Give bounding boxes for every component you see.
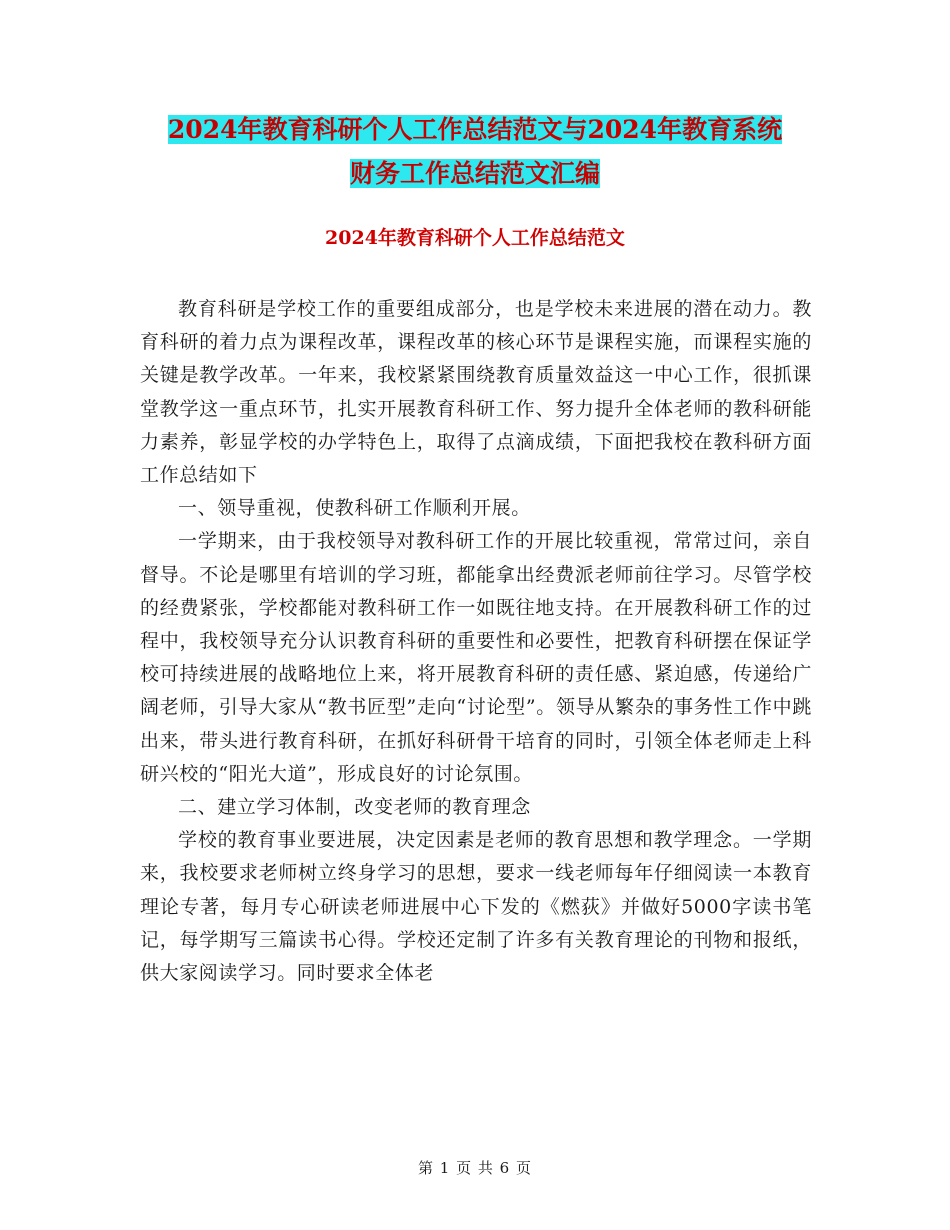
document-title-line-1: 2024年教育科研个人工作总结范文与2024年教育系统 <box>167 115 783 144</box>
document-body <box>140 293 812 990</box>
heading-study-system: 二、建立学习体制，改变老师的教育理念 <box>178 796 531 819</box>
heading-leadership: 一、领导重视，使教科研工作顺利开展。 <box>178 497 531 520</box>
paragraph-intro: 教育科研是学校工作的重要组成部分，也是学校未来进展的潜在动力。教育科研的着力点为课程改革，课程改革的核心环节是课程实施，而课程实施的关键是教学改革。一年来，我校紧紧围绕教育质量效益这一中心工作，很抓课堂教学这一重点环节，扎实开展教育科研工作、努力提升全体老师的教科研能力素养，彰显学校的办学特色上，取得了点滴成绩，下面把我校在教科研方面工作总结如下 <box>140 298 812 487</box>
document-title <box>140 108 810 196</box>
page-footer: 第 1 页 共 6 页 <box>418 1159 532 1177</box>
section-title: 2024年教育科研个人工作总结范文 <box>325 227 625 249</box>
paragraph-study-system: 学校的教育事业要进展，决定因素是老师的教育思想和教学理念。一学期来，我校要求老师树立终身学习的思想，要求一线老师每年仔细阅读一本教育理论专著，每月专心研读老师进展中心下发的《燃荻》并做好5000字读书笔记，每学期写三篇读书心得。学校还定制了许多有关教育理论的刊物和报纸，供大家阅读学习。同时要求全体老 <box>140 829 812 985</box>
paragraph-leadership: 一学期来，由于我校领导对教科研工作的开展比较重视，常常过问，亲自督导。不论是哪里有培训的学习班，都能拿出经费派老师前往学习。尽管学校的经费紧张，学校都能对教科研工作一如既往地支持。在开展教科研工作的过程中，我校领导充分认识教育科研的重要性和必要性，把教育科研摆在保证学校可持续进展的战略地位上来，将开展教育科研的责任感、紧迫感，传递给广阔老师，引导大家从“教书匠型”走向“讨论型”。领导从繁杂的事务性工作中跳出来，带头进行教育科研，在抓好科研骨干培育的同时，引领全体老师走上科研兴校的“阳光大道”，形成良好的讨论氛围。 <box>140 530 812 785</box>
document-title-line-2: 财务工作总结范文汇编 <box>349 159 600 188</box>
